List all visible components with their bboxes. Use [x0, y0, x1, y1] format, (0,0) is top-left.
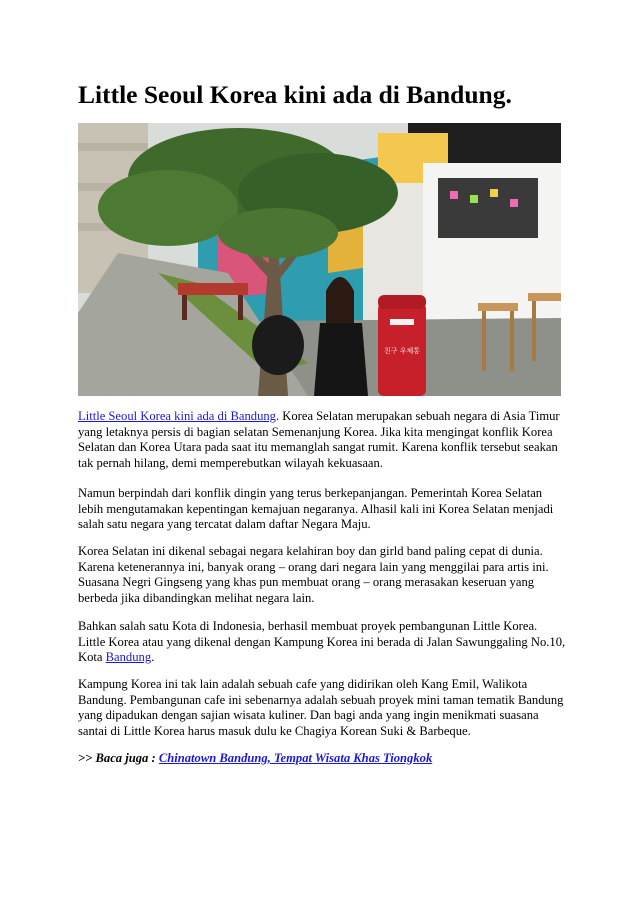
bandung-link[interactable]: Bandung [105, 650, 152, 664]
paragraph-5: Kampung Korea ini tak lain adalah sebuah cafe yang didirikan oleh Kang Emil, Walikota Bandung. Pembangunan cafe ini sebenarnya adalah sebuah proyek mini taman tematik Bandung yang dipadukan dengan sajian wisata kuliner. Dan bagi anda yang ingin menikmati suasana santai di Little Korea harus masuk dulu ke Chagiya Korean Suki & Barbeque. [78, 677, 564, 738]
paragraph-4 [78, 619, 566, 666]
article-title: Little Seoul Korea kini ada di Bandung. [78, 80, 512, 109]
article-photo [78, 123, 561, 396]
paragraph-4-text: Bahkan salah satu Kota di Indonesia, berhasil membuat proyek pembangunan Little Korea. Little Korea atau yang dikenal dengan Kampung Korea ini berada di Jalan Sawunggaling No.10, Kota [78, 619, 566, 664]
read-also-prefix: >> Baca juga : [78, 751, 159, 765]
paragraph-1 [78, 409, 566, 471]
paragraph-3: Korea Selatan ini dikenal sebagai negara kelahiran boy dan girld band paling cepat di dunia. Karena ketenerannya ini, banyak orang – orang dari negara lain yang menggilai para artis ini. Suasana Negri Gingseng yang khas pun membuat orang – orang merasakan keseruan yang berbeda jika dibandingkan melihat negara lain. [78, 544, 549, 605]
title-link[interactable]: Little Seoul Korea kini ada di Bandung [78, 409, 276, 423]
photo-illustration [78, 123, 561, 396]
mailbox-sign: 친구 우체통 [383, 347, 421, 355]
paragraph-2: Namun berpindah dari konflik dingin yang terus berkepanjangan. Pemerintah Korea Selatan lebih mengutamakan kepentingan kemajuan negaranya. Alhasil kali ini Korea Selatan menjadi salah satu negara yang tercatat dalam daftar Negara Maju. [78, 486, 554, 531]
read-also [78, 751, 432, 767]
paragraph-1-text: . Korea Selatan merupakan sebuah negara di Asia Timur yang letaknya persis di bagian selatan Semenanjung Korea. Jika kita mengingat konflik Korea Selatan dan Korea Utara pada saat itu memanglah sangat rumit. Karena konflik tersebut seakan tak pernah hilang, demi memperebutkan wilayah kekuasaan. [78, 409, 560, 470]
paragraph-4-end: . [151, 650, 155, 664]
read-also-link[interactable]: Chinatown Bandung, Tempat Wisata Khas Tiongkok [158, 751, 433, 765]
